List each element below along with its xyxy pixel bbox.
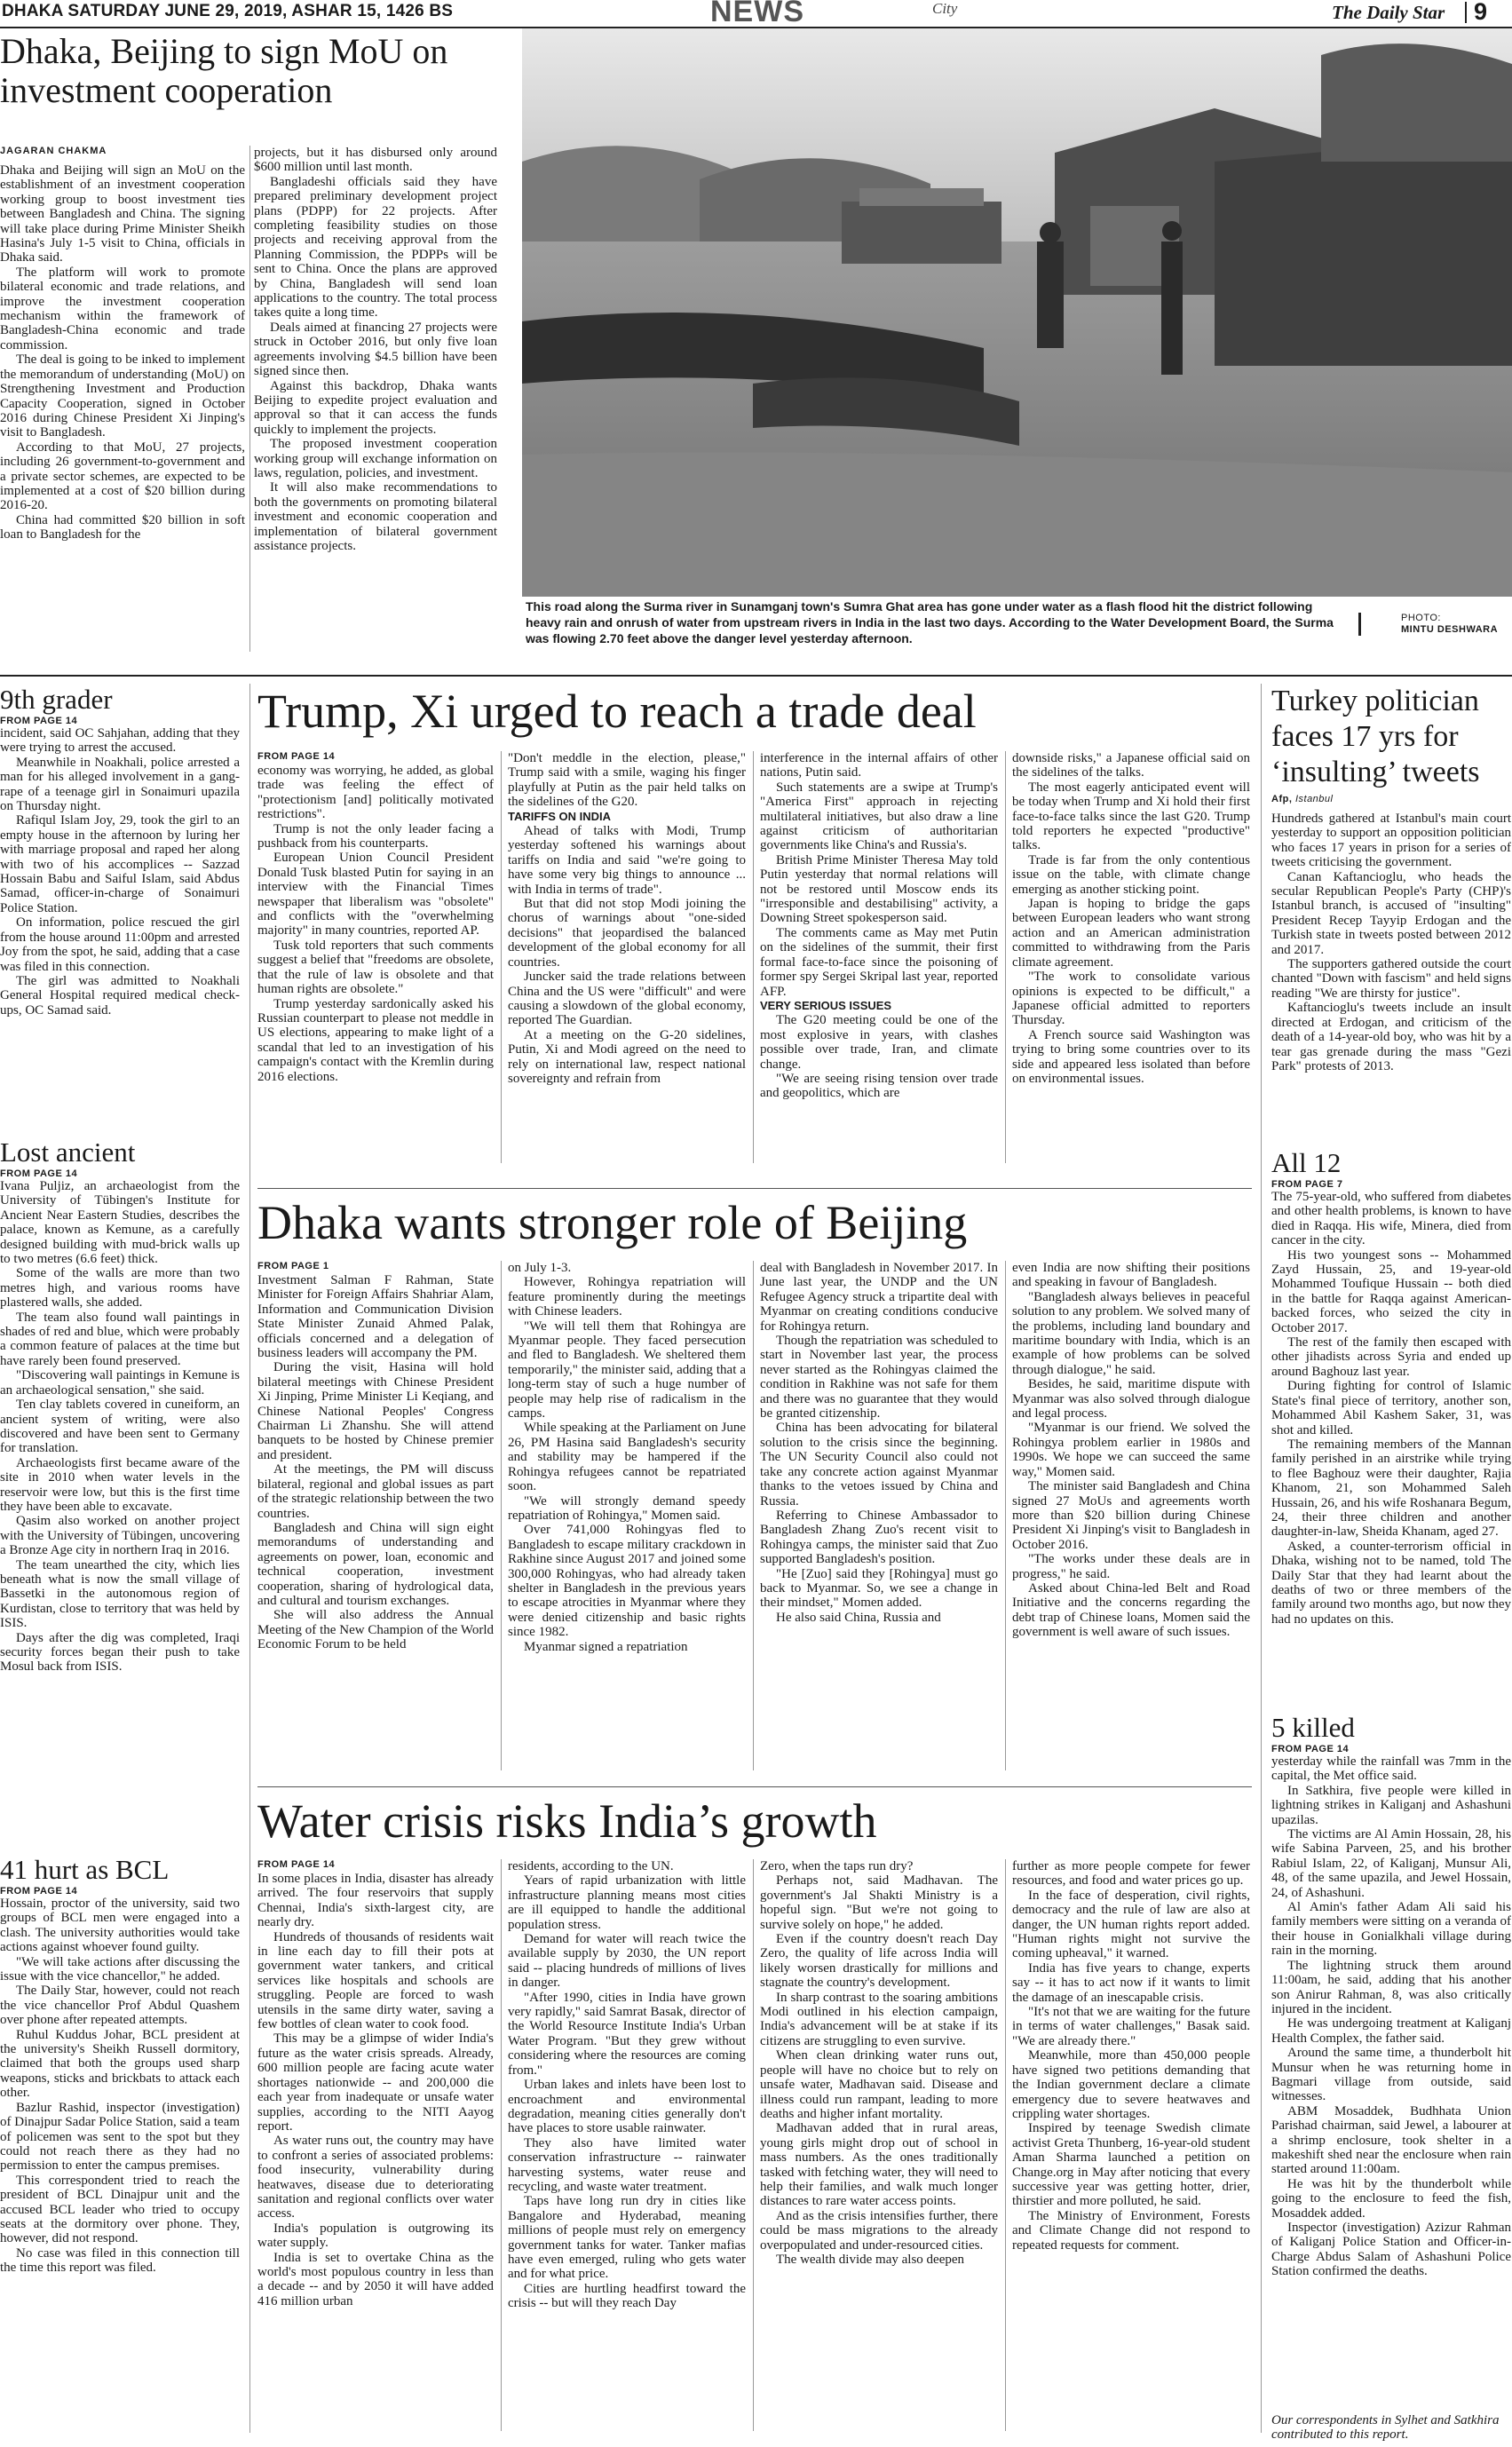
paragraph: Ivana Puljiz, an archaeologist from the University of Tübingen's Institute for Ancient Near Eastern Studies, describes the palace, known as Kemune, as a carefully designed building with mud-brick walls up to two metres (6.6 feet) thick. (0, 1179, 240, 1267)
article-column (1012, 1859, 1250, 2431)
paragraph: The team also found wall paintings in shades of red and blue, which were probably a common feature of palaces at the time but have rarely been found preserved. (0, 1310, 240, 1368)
article-body (0, 1179, 240, 1863)
continuation-note: FROM PAGE 14 (0, 716, 78, 726)
paragraph: At the meetings, the PM will discuss bilateral, regional and global issues as part of the strategic relationship between the two countries. (257, 1462, 494, 1521)
subheading: TARIFFS ON INDIA (508, 809, 612, 823)
paragraph: "Bangladesh always believes in peaceful solution to any problem. We solved many of the problems, including land boundary and maritime boundary with India, which is an example of how problems can be solved through dialogue," he said. (1012, 1289, 1250, 1377)
paragraph: However, Rohingya repatriation will feature prominently during the meetings with Chinese leaders. (508, 1275, 746, 1319)
paragraph: "We will strongly demand speedy repatriation of Rohingya," Momen said. (508, 1493, 746, 1523)
paragraph: They also have limited water conservation infrastructure -- rainwater harvesting systems, water reuse and recycling, and waste water treatment. (508, 2135, 746, 2194)
paragraph: The G20 meeting could be one of the most explosive in years, with clashes possible over trade, Iran, and climate change. (760, 1013, 998, 1072)
paragraph: The girl was admitted to Noakhali General Hospital required medical check-ups, OC Samad said. (0, 973, 240, 1018)
paragraph: She will also address the Annual Meeting of the New Champion of the World Economic Forum to be held (257, 1608, 494, 1652)
paragraph: The proposed investment cooperation working group will exchange information on laws, regulation, policies, and investment. (254, 437, 497, 480)
paragraph: Kaftancioglu's tweets include an insult directed at Erdogan, and criticism of the death of a 14-year-old boy, who was hit by a tear gas grenade during the mass "Gezi Park" protests of 2013. (1271, 1001, 1511, 1073)
column-rule (753, 1859, 754, 2431)
paragraph: The victims are Al Amin Hossain, 28, his wife Sabina Parveen, 25, and his brother Rabiul Islam, 22, of Kaliganj, Munsur Ali, 48, of the same upazila, and Jewel Hossain, 24, of Ashashuni. (1271, 1827, 1511, 1900)
section-divider (0, 675, 1512, 677)
paragraph: Cities are hurtling headfirst toward the crisis -- but will they reach Day (508, 2281, 746, 2311)
paragraph: Years of rapid urbanization with little infrastructure planning means most cities are ill equipped to handle the additional population stress. (508, 1873, 746, 1932)
story-water-crisis (257, 1794, 1252, 1849)
article-column (508, 1261, 746, 1770)
paragraph: Madhavan added that in rural areas, young girls might drop out of school in mass numbers. As the ones traditionally tasked with fetching water, they will need to help their families, and walk much longer distances to rare water access points. (760, 2121, 998, 2209)
paragraph: Juncker said the trade relations between China and the US were "difficult" and were causing a slowdown of the global economy, reported The Guardian. (508, 970, 746, 1028)
paragraph: Canan Kaftancioglu, who heads the secular Republican People's Party (CHP)'s Istanbul branch, is accused of "insulting" President Recep Tayyip Erdogan and the Turkish state in tweets posted between 2012 and 2017. (1271, 869, 1511, 957)
headline: Lost ancient (0, 1136, 136, 1168)
paragraph: Ten clay tablets covered in cuneiform, an ancient system of writing, were also discovered and have been sent to Germany for translation. (0, 1398, 240, 1456)
article-body (0, 1897, 240, 2447)
paragraph: Asked, a counter-terrorism official in Dhaka, wishing not to be named, told The Daily Star that they had learnt about the deaths of two or three members of the family around two months ago, but now they had no updates on this. (1271, 1539, 1511, 1627)
paragraph: The rest of the family then escaped with other jihadists across Syria and ended up around Baghouz last year. (1271, 1335, 1511, 1379)
continuation-note: FROM PAGE 14 (0, 1168, 78, 1179)
column-rule (1261, 684, 1262, 2433)
story-5-killed (1271, 1712, 1511, 2443)
paragraph: "We will take actions after discussing the issue with the vice chancellor," he added. (0, 1954, 240, 1984)
paragraph: China has been advocating for bilateral solution to the crisis since the beginning. The UN Security Council also could not take any concrete action against Myanmar thanks to the vetoes issued by China and Russia. (760, 1421, 998, 1509)
paragraph: Meanwhile in Noakhali, police arrested a man for his alleged involvement in a gang-rape of a teenage girl in Sonaimuri upazila on Thursday night. (0, 755, 240, 814)
paragraph: deal with Bangladesh in November 2017. In June last year, the UNDP and the UN Refugee Agency struck a tripartite deal with Myanmar on creating conditions conducive for Rohingya return. (760, 1261, 998, 1334)
paragraph: "The works under these deals are in progress," he said. (1012, 1552, 1250, 1581)
article-column (1012, 1261, 1250, 1770)
paragraph: Inspector (investigation) Azizur Rahman of Kaliganj Police Station and Officer-in-Charge Abdus Salam of Ashashuni Police Station confirmed the deaths. (1271, 2221, 1511, 2279)
paragraph: Investment Salman F Rahman, State Minister for Foreign Affairs Shahriar Alam, Information and Communication Division State Minister Zunaid Ahmed Palak, officials concerned and a delegation of business leaders will accompany the PM. (257, 1273, 494, 1361)
column-rule (501, 751, 502, 1163)
article-column (257, 1872, 494, 2431)
paragraph: Urban lakes and inlets have been lost to encroachment and environmental degradation, meaning cities generally don't have places to store usable rainwater. (508, 2078, 746, 2136)
paragraph: But that did not stop Modi joining the chorus of warnings about "one-sided decisions" that jeopardised the balanced development of the global economy for all countries. (508, 897, 746, 970)
paragraph: According to that MoU, 27 projects, including 26 government-to-government and a private sector schemes, are expected to be implemented at a cost of $20 billion during 2016-20. (0, 440, 245, 513)
paragraph: The platform will work to promote bilateral economic and trade relations, and improve the investment cooperation mechanism within the framework of Bangladesh-China economic and trade commission. (0, 265, 245, 352)
paragraph: Hundreds of thousands of residents wait in line each day to fill their pots at government water tankers, and critical services like hospitals and schools are struggling. People are forced to wash utensils in the same dirty water, saving a few bottles of clean water to cook food. (257, 1929, 494, 2032)
paragraph: Trade is far from the only contentious issue on the table, with climate change emerging as another sticking point. (1012, 852, 1250, 897)
paragraph: Hundreds gathered at Istanbul's main court yesterday to support an opposition politician who faces 17 years in prison for a series of tweets criticising the government. (1271, 812, 1511, 870)
paragraph: Taps have long run dry in cities like Bangalore and Hyderabad, meaning millions of people must rely on emergency government tanks for water. Tanker mafias have even emerged, ruling who gets water and for what price. (508, 2194, 746, 2282)
story-bcl (0, 1854, 240, 2447)
article-column (0, 163, 245, 652)
paragraph: interference in the internal affairs of other nations, Putin said. (760, 751, 998, 780)
paragraph: Perhaps not, said Madhavan. The government's Jal Shakti Ministry is a hopeful sign. "But we're not going to survive solely on hope," he added. (760, 1873, 998, 1932)
paragraph: "It's not that we are waiting for the future in terms of water challenges," Basak said. "We are already there." (1012, 2005, 1250, 2048)
paragraph: Qasim also worked on another project with the University of Tübingen, uncovering a Bronze Age city in northern Iraq in 2016. (0, 1514, 240, 1558)
subsection-name: City (932, 0, 958, 17)
paragraph: Archaeologists first became aware of the site in 2010 when water levels in the reservoir were low, but this is the first time they have been able to excavate. (0, 1455, 240, 1514)
headline: 5 killed (1271, 1712, 1355, 1743)
headline: All 12 (1271, 1147, 1342, 1178)
paragraph: Over 741,000 Rohingyas fled to Bangladesh to escape military crackdown in Rakhine since August 2017 and joined some 300,000 Rohingyas, who had already taken shelter in Bangladesh in the previous years to escape atrocities in Myanmar where they were denied citizenship and basic rights since 1982. (508, 1523, 746, 1640)
column-rule (501, 1859, 502, 2431)
headline: Turkey politician faces 17 yrs for ‘insulting’ tweets (1271, 685, 1480, 788)
article-body (1271, 1754, 1511, 2413)
paragraph: The wealth divide may also deepen (776, 2252, 965, 2267)
paragraph: Rafiqul Islam Joy, 29, took the girl to an empty house in the afternoon by luring her with marriage proposal and raped her along with two of his accomplices -- Sazzad Hossain Babu and Saiful Islam, said Abdus Samad, officer-in-charge of Sonaimuri Police Station. (0, 813, 240, 915)
paragraph: Even if the country doesn't reach Day Zero, the quality of life across India will likely worsen drastically for millions and stagnate the country's development. (760, 1932, 998, 1991)
article-body (1271, 1190, 1511, 1714)
paragraph: He was hit by the thunderbolt while going to the enclosure to feed the fish, Mosaddek added. (1271, 2176, 1511, 2221)
paragraph: During the visit, Hasina will hold bilateral meetings with Chinese President Xi Jinping, Prime Minister Li Keqiang, and Chinese National Peoples' Congress Chairman Li Zhanshu. She will attend banquets to be hosted by Chinese premier and president. (257, 1360, 494, 1462)
headline: Water crisis risks India’s growth (257, 1794, 877, 1848)
column-rule (249, 146, 250, 652)
paragraph: British Prime Minister Theresa May told Putin yesterday that normal relations will not be restored until Moscow ends its "irresponsible and destabilising" activity, a Downing Street spokesperson said. (760, 852, 998, 926)
paragraph: The deal is going to be inked to implement the memorandum of understanding (MoU) on Strengthening Investment and Production Capacity Cooperation, signed in October 2016 during Chinese President Xi Jinping's visit to Bangladesh. (0, 352, 245, 440)
paragraph: No case was filed in this connection till the time this report was filed. (0, 2245, 240, 2276)
paragraph: on July 1-3. (508, 1261, 572, 1275)
paragraph: This correspondent tried to reach the president of BCL Dinajpur unit and the accused BCL leader who tried to occupy seats at the dormitory over phone. They, however, did not respond. (0, 2173, 240, 2246)
paragraph: Referring to Chinese Ambassador to Bangladesh Zhang Zuo's recent visit to Rohingya camps, the minister said that Zuo supported Bangladesh's position. (760, 1508, 998, 1567)
edition-date: DHAKA SATURDAY JUNE 29, 2019, ASHAR 15, 1426 BS (2, 2, 454, 20)
column-rule (1005, 751, 1006, 1163)
flood-photo (522, 28, 1512, 597)
article-column (508, 751, 746, 1163)
paragraph: In some places in India, disaster has already arrived. The four reservoirs that supply Chennai, India's sixth-largest city, are nearly dry. (257, 1872, 494, 1930)
paragraph: incident, said OC Sahjahan, adding that they were trying to arrest the accused. (0, 726, 240, 756)
article-body (1271, 812, 1511, 1096)
paragraph: "Don't meddle in the election, please," Trump said with a smile, waging his finger playfully at Putin as the pair held talks on the sidelines of the G20. (508, 751, 746, 810)
credit-label: PHOTO: (1401, 613, 1441, 623)
paragraph: Japan is hoping to bridge the gaps between European leaders who want strong action and an American administration committed to withdrawing from the Paris climate agreement. (1012, 897, 1250, 970)
continuation-note: FROM PAGE 14 (0, 1886, 78, 1897)
header-divider (1465, 2, 1467, 23)
paragraph: And as the crisis intensifies further, there could be mass migrations to the already overpopulated and under-resourced cities. (760, 2208, 998, 2253)
paragraph: Demand for water will reach twice the available supply by 2030, the UN report said -- placing hundreds of millions of lives in danger. (508, 1932, 746, 1991)
paragraph: Zero, when the taps run dry? (760, 1859, 914, 1873)
paragraph: Around the same time, a thunderbolt hit Munsur when he was returning home in Bagmari village from outside, said witnesses. (1271, 2046, 1511, 2104)
flood-photo-illustration (522, 28, 1512, 597)
article-column (760, 1859, 998, 2431)
story-mou (0, 32, 513, 110)
paragraph: Some of the walls are more than two metres high, and various rooms have plastered walls, she added. (0, 1266, 240, 1311)
paragraph: Ruhul Kuddus Johar, BCL president at the university's Sheikh Russell dormitory, claimed that both the groups used sharp weapons, sticks and brickbats to attack each other. (0, 2027, 240, 2101)
story-divider (257, 1786, 1252, 1787)
paragraph: Tusk told reporters that such comments suggest a belief that "freedoms are obsolete, that the rule of law is obsolete and that human rights are obsolete." (257, 938, 494, 997)
headline: Trump, Xi urged to reach a trade deal (257, 685, 977, 738)
headline: Dhaka wants stronger role of Beijing (257, 1196, 968, 1249)
story-9th-grader (0, 684, 240, 1117)
page-number: 9 (1474, 0, 1488, 25)
column-rule (753, 751, 754, 1163)
continuation-note: FROM PAGE 14 (257, 751, 336, 762)
paragraph: even India are now shifting their positions and speaking in favour of Bangladesh. (1012, 1261, 1250, 1290)
paragraph: China had committed $20 billion in soft loan to Bangladesh for the (0, 512, 245, 542)
paragraph: In sharp contrast to the soaring ambitions Modi outlined in his election campaign, India's advancement will be at stake if its citizens are struggling to even survive. (760, 1990, 998, 2048)
column-rule (501, 1261, 502, 1770)
photo-credit (1401, 613, 1498, 636)
story-trump-xi (257, 684, 1252, 739)
paragraph: Meanwhile, more than 450,000 people have signed two petitions demanding that the Indian government declare a climate emergency due to severe heatwaves and crippling water shortages. (1012, 2048, 1250, 2121)
paragraph: Al Amin's father Adam Ali said his family members were sitting on a veranda of their house in Gonialkhali village during rain in the morning. (1271, 1900, 1511, 1959)
paragraph: Bangladeshi officials said they have prepared preliminary development project plans (PDPP) for 22 projects. After completing feasibility studies on those projects and receiving approval from the Planning Commission, the PDPPs will be sent to China. Once the plans are approved by China, Bangladesh will send loan applications to the country. The total process takes quite a long time. (254, 174, 497, 321)
paragraph: His two youngest sons -- Mohammed Zayd Hussain, 25, and 19-year-old Mohammed Toufique Hussain -- both died in the battle for Raqqa against American-backed forces, who seized the city in October 2017. (1271, 1247, 1511, 1335)
credit-divider (1358, 613, 1361, 636)
paragraph: Though the repatriation was scheduled to start in November last year, the process never started as the Rohingyas claimed the condition in Rakhine was not safe for them and there was no guarantee that they would be granted citizenship. (760, 1334, 998, 1421)
story-divider (257, 1188, 1252, 1189)
masthead: The Daily Star (1332, 2, 1445, 23)
paragraph: "Myanmar is our friend. We solved the Rohingya problem earlier in 1980s and 1990s. We hope we can succeed the same way," Momen said. (1012, 1421, 1250, 1479)
paragraph: In the face of desperation, civil rights, democracy and the rule of law are also at danger, the UN human rights report added. "Human rights might not survive the coming upheaval," it warned. (1012, 1888, 1250, 1961)
article-column (760, 751, 998, 1163)
paragraph: The supporters gathered outside the court chanted "Down with fascism" and held signs reading "We are thirsty for justice". (1271, 957, 1511, 1001)
paragraph: Trump is not the only leader facing a pushback from his counterparts. (257, 821, 494, 851)
paragraph: He also said China, Russia and (776, 1610, 941, 1625)
paragraph: India is set to overtake China as the world's most populous country in less than a decade -- and by 2050 it will have added 416 million urban (257, 2250, 494, 2308)
paragraph: "We are seeing rising tension over trade and geopolitics, which are (760, 1071, 998, 1101)
paragraph: As water runs out, the country may have to confront a series of associated problems: food insecurity, vulnerability during heatwaves, disease due to deteriorating sanitation and regional conflicts over water access. (257, 2134, 494, 2221)
paragraph: India's population is outgrowing its water supply. (257, 2221, 494, 2251)
paragraph: Hossain, proctor of the university, said two groups of BCL men were engaged into a clash. The university authorities would take actions against whoever found guilty. (0, 1897, 240, 1955)
paragraph: The most eagerly anticipated event will be today when Trump and Xi hold their first face-to-face talks since the last G20. Trump told reporters he expected "productive" talks. (1012, 780, 1250, 853)
paragraph: In Satkhira, five people were killed in lightning strikes in Kaliganj and Ashashuni upazilas. (1271, 1783, 1511, 1827)
paragraph: When clean drinking water runs out, people will have no choice but to rely on unsafe water, Madhavan said. Disease and illness could run rampant, leading to more deaths and higher infant mortality. (760, 2048, 998, 2121)
continuation-note: FROM PAGE 7 (1271, 1179, 1343, 1190)
story-turkey (1271, 684, 1511, 1096)
subheading: VERY SERIOUS ISSUES (760, 998, 892, 1012)
paragraph: projects, but it has disbursed only around $600 million until last month. (254, 146, 497, 175)
contributor-note: Our correspondents in Sylhet and Satkhira contributed to this report. (1271, 2413, 1500, 2443)
paragraph: ABM Mosaddek, Budhhata Union Parishad chairman, said Jewel, a labourer at a shrimp enclosure, took shelter in a makeshift shed near the enclosure when rain started around 11:00am. (1271, 2103, 1511, 2177)
paragraph: economy was worrying, he added, as global trade was feeling the effect of "protectionism [and] politically motivated restrictions". (257, 764, 494, 822)
column-rule (1005, 1261, 1006, 1770)
paragraph: Bangladesh and China will sign eight memorandums of understanding and agreements on power, loan, economic and technical cooperation, investment cooperation, sharing of hydrological data, and cultural and tourism exchanges. (257, 1520, 494, 1608)
paragraph: The Ministry of Environment, Forests and Climate Change did not respond to repeated requests for comment. (1012, 2208, 1250, 2253)
continuation-note: FROM PAGE 14 (1271, 1744, 1350, 1754)
paragraph: The minister said Bangladesh and China signed 27 MoUs and agreements worth more than $20 billion during Chinese President Xi Jinping's visit to Bangladesh in October 2016. (1012, 1479, 1250, 1552)
column-rule (753, 1261, 754, 1770)
headline: Dhaka, Beijing to sign MoU on investment cooperation (0, 31, 448, 110)
article-body (0, 726, 240, 1117)
story-dhaka-beijing (257, 1195, 1252, 1250)
paragraph: The 75-year-old, who suffered from diabetes and other health problems, is known to have died in Raqqa. His wife, Minera, died from cancer in the city. (1271, 1190, 1511, 1248)
paragraph: Dhaka and Beijing will sign an MoU on the establishment of an investment cooperation working group to boost investment ties between Bangladesh and China. The signing will take place during Prime Minister Sheikh Hasina's July 1-5 visit to China, officials in Dhaka said. (0, 163, 245, 265)
paragraph: Such statements are a swipe at Trump's "America First" approach in rejecting multilateral initiatives, but also draw a line against criticism of authoritarian governments like China's and Russia's. (760, 780, 998, 853)
paragraph: European Union Council President Donald Tusk blasted Putin for saying in an interview with the Financial Times newspaper that liberalism was "obsolete" and conflicts with the "overwhelming majority" in many countries, reported AP. (257, 851, 494, 938)
paragraph: The comments came as May met Putin on the sidelines of the summit, their first formal face-to-face since the poisoning of former spy Sergei Skripal last year, reported AFP. (760, 925, 998, 999)
paragraph: Ahead of talks with Modi, Trump yesterday softened his warnings about tariffs on India and said "we're going to have some very big things to announce ... with India in terms of trade". (508, 824, 746, 897)
article-column (257, 764, 494, 1163)
paragraph: At a meeting on the G-20 sidelines, Putin, Xi and Modi agreed on the need to rely on international law, respect national sovereignty and refrain from (508, 1027, 746, 1086)
paragraph: Besides, he said, maritime dispute with Myanmar was also solved through dialogue and legal process. (1012, 1377, 1250, 1421)
paragraph: During fighting for control of Islamic State's final piece of territory, another son, Mohammed Abil Kashem Saker, 31, was shot and killed. (1271, 1379, 1511, 1437)
paragraph: Myanmar signed a repatriation (524, 1639, 688, 1654)
byline: JAGARAN CHAKMA (0, 146, 107, 156)
credit-name: MINTU DESHWARA (1401, 624, 1499, 635)
column-rule (1005, 1859, 1006, 2431)
paragraph: Trump yesterday sardonically asked his Russian counterpart to please not meddle in US elections, appearing to make light of a scandal that led to an investigation of his campaign's contact with the Kremlin during 2016 elections. (257, 996, 494, 1084)
paragraph: Deals aimed at financing 27 projects were struck in October 2016, but only five loan agreements involving $4.5 billion have been signed since then. (254, 320, 497, 379)
headline: 9th grader (0, 684, 113, 715)
continuation-note: FROM PAGE 14 (257, 1859, 336, 1870)
paragraph: This may be a glimpse of wider India's future as the water crisis spreads. Already, 600 million people are facing acute water shortages nationwide -- and 200,000 die each year from inadequate or unsafe water supplies, according to the NITI Aayog report. (257, 2031, 494, 2134)
article-column (254, 146, 497, 652)
headline: 41 hurt as BCL (0, 1854, 170, 1885)
paragraph: "The work to consolidate various opinions is expected to be difficult," a Japanese official admitted to reporters Thursday. (1012, 970, 1250, 1028)
article-column (257, 1273, 494, 1770)
paragraph: Asked about China-led Belt and Road Initiative and the concerns regarding the debt trap of Chinese loans, Momen said the government is well aware of such issues. (1012, 1580, 1250, 1640)
column-rule (249, 684, 250, 2433)
paragraph: He was undergoing treatment at Kaliganj Health Complex, the father said. (1271, 2016, 1511, 2046)
paragraph: India has five years to change, experts say -- it has to act now if it wants to limit the damage of an inescapable crisis. (1012, 1960, 1250, 2005)
paragraph: Inspired by teenage Swedish climate activist Greta Thunberg, 16-year-old student Aman Sharma launched a petition on Change.org in May after noticing that every successive year was getting hotter, drier, thirstier and more polluted, he said. (1012, 2121, 1250, 2209)
paragraph: Days after the dig was completed, Iraqi security forces began their push to take Mosul back from ISIS. (0, 1630, 240, 1675)
photo-caption: This road along the Surma river in Sunamganj town's Sumra Ghat area has gone under water as a flash flood hit the district following heavy rain and onrush of water from upstream rivers in India in the last two days. According to the Water Development Board, the Surma was flowing 2.70 feet above the danger level yesterday afternoon. (526, 599, 1334, 645)
paragraph: "Discovering wall paintings in Kemune is an archaeological sensation," she said. (0, 1368, 240, 1398)
section-name: NEWS (710, 0, 804, 28)
article-column (760, 1261, 998, 1770)
paragraph: "We will tell them that Rohingya are Myanmar people. They faced persecution and fled to Bangladesh. We sheltered them temporarily," the minister said, adding that a long-term stay of such a huge number of people may help rise of radicalism in the camps. (508, 1319, 746, 1421)
paragraph: The Daily Star, however, could not reach the vice chancellor Prof Abdul Quashem over phone after repeated attempts. (0, 1984, 240, 2028)
paragraph: The lightning struck them around 11:00am, he said, adding that his another son Anirur Rahman, 8, was also critically injured in the incident. (1271, 1958, 1511, 2016)
paragraph: On information, police rescued the girl from the house around 11:00pm and arrested Joy from the spot, he said, adding that a case was filed in this connection. (0, 915, 240, 974)
page-header (0, 0, 1512, 28)
paragraph: It will also make recommendations to both the governments on promoting bilateral investment and economic cooperation and implementation of bilateral government assistance projects. (254, 480, 497, 553)
paragraph: further as more people compete for fewer resources, and food and water prices go up. (1012, 1859, 1250, 1889)
story-lost-ancient (0, 1136, 240, 1863)
paragraph: residents, according to the UN. (508, 1859, 674, 1873)
paragraph: While speaking at the Parliament on June 26, PM Hasina said Bangladesh's security and stability may be hampered if the Rohingya refugees cannot be repatriated soon. (508, 1421, 746, 1494)
article-column (1012, 751, 1250, 1163)
paragraph: Against this backdrop, Dhaka wants Beijing to expedite project evaluation and approval so that it can access the funds quickly to implement the projects. (254, 378, 497, 437)
dateline (1271, 794, 1511, 804)
article-column (508, 1859, 746, 2431)
paragraph: The team unearthed the city, which lies beneath what is now the small village of Bassetki in the autonomous region of Kurdistan, close to territory that was held by ISIS. (0, 1557, 240, 1631)
city: Istanbul (1294, 794, 1334, 804)
paragraph: The remaining members of the Mannan family perished in an airstrike while trying to flee Baghouz were their daughter, Rajia Khanom, 21, son Mohammed Saleh Hussain, 26, and his wife Roshanara Begum, 24, their three children and another daughter-in-law, Sheida Khanam, aged 27. (1271, 1437, 1511, 1540)
paragraph: yesterday while the rainfall was 7mm in the capital, the Met office said. (1271, 1754, 1511, 1784)
continuation-note: FROM PAGE 1 (257, 1261, 329, 1271)
paragraph: downside risks," a Japanese official said on the sidelines of the talks. (1012, 751, 1250, 780)
paragraph: "He [Zuo] said they [Rohingya] must go back to Myanmar. So, we see a change in their mindset," Momen added. (760, 1566, 998, 1611)
paragraph: "After 1990, cities in India have grown very rapidly," said Samrat Basak, director of the World Resource Institute India's Urban Water Program. "But they grew without considering where the resources are coming from." (508, 1990, 746, 2078)
story-all-12 (1271, 1147, 1511, 1714)
agency: Afp, (1271, 794, 1293, 804)
paragraph: A French source said Washington was trying to bring some countries over to its side and appeared less isolated than before on environmental issues. (1012, 1027, 1250, 1086)
paragraph: Bazlur Rashid, inspector (investigation) of Dinajpur Sadar Police Station, said a team of policemen was sent to the spot but they could not reach there as they had no permission to enter the campus premises. (0, 2100, 240, 2174)
